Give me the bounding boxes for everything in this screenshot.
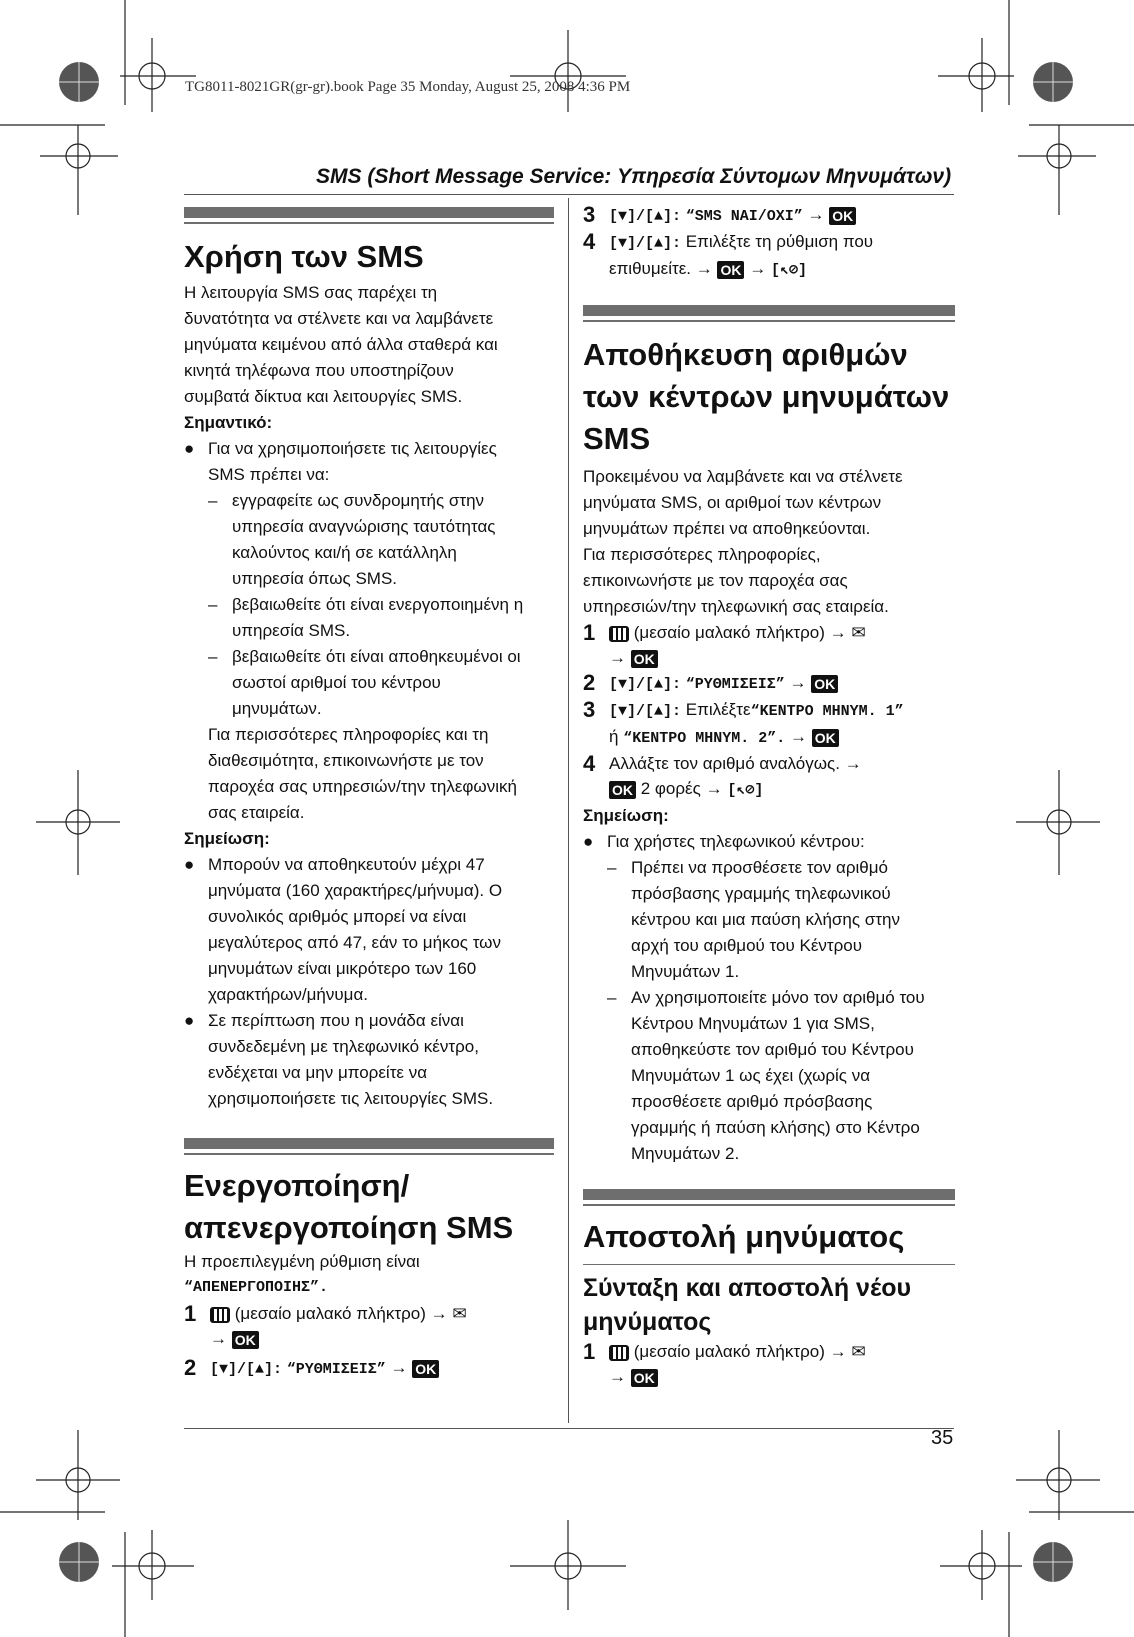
menu-key-icon (609, 1345, 629, 1361)
off-key-icon: [↖⊘] (727, 782, 764, 799)
text-line: αρχή του αριθμού του Κέντρου (631, 936, 863, 955)
right-column (583, 202, 955, 1389)
text-line: μεγαλύτερος από 47, εάν το μήκος των (208, 933, 501, 952)
step-text: (μεσαίο μαλακό πλήκτρο) (633, 623, 825, 642)
bullet-icon: ● (184, 1011, 195, 1030)
section-title: Ενεργοποίηση/ (184, 1168, 410, 1203)
ok-key-icon: OK (232, 1331, 259, 1349)
text-line: Η προεπιλεγμένη ρύθμιση είναι (184, 1252, 420, 1271)
book-header-line: TG8011-8021GR(gr-gr).book Page 35 Monday, August 25, 2008 4:36 PM (185, 79, 631, 95)
dash-mark: – (208, 491, 218, 510)
subsection-title: Σύνταξη και αποστολή νέου (583, 1274, 912, 1302)
text-line: συνολικός αριθμός μπορεί να είναι (208, 907, 467, 926)
text-line: Μηνυμάτων 1. (631, 962, 740, 981)
step-1 (583, 1339, 955, 1389)
step-number: 4 (583, 751, 596, 776)
step-2 (583, 670, 955, 697)
dash-item (184, 644, 554, 722)
text-line: συνδεδεμένη με τηλεφωνικό κέντρο, (208, 1037, 479, 1056)
step-3 (583, 202, 955, 229)
bullet-icon: ● (184, 855, 195, 874)
text-line: Για περισσότερες πληροφορίες και τη (208, 725, 489, 744)
envelope-icon: ✉ (851, 1342, 866, 1361)
menu-value: “ΚΕΝΤΡΟ ΜΗΝΥΜ. 2”. (623, 730, 786, 747)
menu-value: “ΡΥΘΜΙΣΕΙΣ” (286, 1361, 386, 1378)
header-rule (184, 194, 954, 195)
arrow-icon: → (807, 205, 825, 224)
text-line: προσθέσετε αριθμό πρόσβασης (631, 1092, 873, 1111)
step-number: 3 (583, 202, 596, 227)
menu-key-icon (210, 1307, 230, 1323)
arrow-icon: → (210, 1329, 227, 1348)
text-line: χρησιμοποιήσετε τις λειτουργίες SMS. (208, 1089, 494, 1108)
text-line: Για να χρησιμοποιήσετε τις λειτουργίες (208, 439, 497, 458)
text-line: μηνύματα SMS, οι αριθμοί των κέντρων (583, 493, 882, 512)
step-text: (μεσαίο μαλακό πλήκτρο) (633, 1342, 825, 1361)
ok-key-icon: OK (812, 729, 839, 747)
note-label: Σημείωση: (184, 829, 270, 848)
ok-key-icon: OK (829, 207, 856, 225)
text-line: επικοινωνήστε με τον παροχέα σας (583, 571, 848, 590)
step-text: Επιλέξτε τη ρύθμιση που (685, 232, 874, 251)
text-line: Για περισσότερες πληροφορίες, (583, 545, 821, 564)
arrow-icon: → (829, 1342, 847, 1361)
text-line: υπηρεσία όπως SMS. (232, 569, 398, 588)
text-line: εγγραφείτε ως συνδρομητής στην (232, 491, 485, 510)
step-number: 2 (184, 1355, 197, 1380)
text-line: μηνυμάτων είναι μικρότερο των 160 (208, 959, 477, 978)
default-value: “ΑΠΕΝΕΡΓΟΠΟΙΗΣ”. (184, 1279, 329, 1296)
nav-keys: [▼]/[▲]: (210, 1361, 283, 1378)
bullet-item (184, 1008, 554, 1112)
section-title: Αποθήκευση αριθμών (583, 337, 908, 372)
text-line: δυνατότητα να στέλνετε και να λαμβάνετε (184, 309, 494, 328)
ok-key-icon: OK (631, 650, 658, 668)
bullet-icon: ● (184, 439, 195, 458)
text-line: υπηρεσία αναγνώρισης ταυτότητας (232, 517, 496, 536)
arrow-icon: → (609, 648, 626, 667)
section-bar (583, 1189, 955, 1200)
step-number: 2 (583, 670, 596, 695)
text-line: Μπορούν να αποθηκευτούν μέχρι 47 (208, 855, 485, 874)
bullet-item (184, 852, 554, 1008)
text-line: καλούντος και/ή σε κατάλληλη (232, 543, 457, 562)
section-bar (184, 207, 554, 218)
text-line: Για χρήστες τηλεφωνικού κέντρου: (607, 832, 865, 851)
menu-key-icon (609, 626, 629, 642)
dash-mark: – (208, 647, 218, 666)
column-divider (568, 198, 569, 1423)
ok-key-icon: OK (717, 261, 744, 279)
text-line: Η λειτουργία SMS σας παρέχει τη (184, 283, 438, 302)
text-line: κινητά τηλέφωνα που υποστηρίζουν (184, 361, 454, 380)
subsection-rule (583, 1264, 955, 1265)
arrow-icon: → (749, 259, 767, 278)
bullet-item (184, 436, 554, 488)
step-number: 1 (583, 620, 596, 645)
step-number: 1 (583, 1339, 596, 1364)
arrow-icon: → (390, 1358, 408, 1377)
text-line: μηνυμάτων πρέπει να αποθηκεύονται. (583, 519, 871, 538)
text-line: μηνυμάτων. (232, 699, 322, 718)
subsection-title: μηνύματος (583, 1308, 712, 1336)
important-label: Σημαντικό: (184, 413, 273, 432)
step-text: ή (609, 727, 619, 746)
text-line: σωστοί αριθμοί του κέντρου (232, 673, 441, 692)
text-line: κέντρου και μια παύση κλήσης στην (631, 910, 900, 929)
text-line: μηνύματα κειμένου από άλλα σταθερά και (184, 335, 498, 354)
text-line: υπηρεσιών/την τηλεφωνική σας εταιρεία. (583, 597, 889, 616)
text-line: Μηνυμάτων 2. (631, 1144, 740, 1163)
dash-mark: – (607, 988, 617, 1007)
step-4 (583, 751, 955, 803)
dash-item (583, 985, 955, 1167)
dash-item (184, 592, 554, 644)
text-line: πρόσβασης γραμμής τηλεφωνικού (631, 884, 891, 903)
text-line: διαθεσιμότητα, επικοινωνήστε με τον (208, 751, 484, 770)
text-line: Προκειμένου να λαμβάνετε και να στέλνετε (583, 467, 903, 486)
step-1 (184, 1301, 554, 1351)
text-line: Σε περίπτωση που η μονάδα είναι (208, 1011, 464, 1030)
text-line: συμβατά δίκτυα και λειτουργίες SMS. (184, 387, 463, 406)
menu-value: “ΚΕΝΤΡΟ ΜΗΝΥΜ. 1” (750, 703, 904, 720)
text-line: SMS πρέπει να: (208, 465, 330, 484)
ok-key-icon: OK (631, 1369, 658, 1387)
envelope-icon: ✉ (452, 1304, 467, 1323)
page-number: 35 (931, 1427, 954, 1449)
arrow-icon: → (789, 727, 807, 746)
section-title: των κέντρων μηνυμάτων (583, 379, 950, 414)
arrow-icon: → (695, 259, 713, 278)
step-text: (μεσαίο μαλακό πλήκτρο) (234, 1304, 426, 1323)
bullet-icon: ● (583, 832, 594, 851)
text-line: Μηνυμάτων 1 ως έχει (χωρίς να (631, 1066, 871, 1085)
text-line: βεβαιωθείτε ότι είναι αποθηκευμένοι οι (232, 647, 521, 666)
text-line: Πρέπει να προσθέσετε τον αριθμό (631, 858, 888, 877)
step-1 (583, 620, 955, 670)
ok-key-icon: OK (811, 675, 838, 693)
section-title: SMS (583, 421, 651, 456)
dash-item (184, 488, 554, 592)
arrow-icon: → (829, 623, 847, 642)
arrow-icon: → (609, 1367, 626, 1386)
dash-mark: – (607, 858, 617, 877)
text-line: βεβαιωθείτε ότι είναι ενεργοποιημένη η (232, 595, 524, 614)
section-title: Χρήση των SMS (184, 239, 424, 274)
text-line: ενδέχεται να μην μπορείτε να (208, 1063, 428, 1082)
section-bar (184, 1138, 554, 1149)
text-line: σας εταιρεία. (208, 803, 305, 822)
step-number: 3 (583, 697, 596, 722)
section-title: Αποστολή μηνύματος (583, 1219, 905, 1254)
nav-keys: [▼]/[▲]: (609, 703, 682, 720)
envelope-icon: ✉ (851, 623, 866, 642)
dash-item (583, 855, 955, 985)
menu-value: “SMS ΝΑΙ/ΟΧΙ” (685, 208, 803, 225)
text-line: μηνύματα (160 χαρακτήρες/μήνυμα). Ο (208, 881, 503, 900)
step-text: 2 φορές (640, 779, 701, 798)
nav-keys: [▼]/[▲]: (609, 208, 682, 225)
menu-value: “ΡΥΘΜΙΣΕΙΣ” (685, 676, 785, 693)
off-key-icon: [↖⊘] (770, 262, 808, 279)
section-bar (583, 305, 955, 316)
note-label: Σημείωση: (583, 806, 669, 825)
nav-keys: [▼]/[▲]: (609, 235, 682, 252)
dash-mark: – (208, 595, 218, 614)
step-2 (184, 1355, 554, 1382)
arrow-icon: → (844, 754, 862, 773)
step-4 (583, 229, 955, 283)
step-number: 1 (184, 1301, 197, 1326)
section-title: απενεργοποίηση SMS (184, 1210, 514, 1245)
arrow-icon: → (705, 779, 723, 798)
footer-rule (184, 1428, 954, 1429)
arrow-icon: → (430, 1304, 448, 1323)
left-column (184, 207, 554, 1382)
step-text: επιθυμείτε. (609, 259, 692, 278)
ok-key-icon: OK (609, 781, 636, 799)
text-line: υπηρεσία SMS. (232, 621, 351, 640)
text-line: αποθηκεύστε τον αριθμό του Κέντρου (631, 1040, 914, 1059)
bullet-item (583, 829, 955, 855)
text-line: χαρακτήρων/μήνυμα. (208, 985, 369, 1004)
step-number: 4 (583, 229, 596, 254)
registration-target-icon (120, 38, 196, 112)
step-text: Επιλέξτε (685, 700, 751, 719)
running-title: SMS (Short Message Service: Υπηρεσία Σύντομων Μηνυμάτων) (316, 165, 952, 188)
text-line: παροχέα σας υπηρεσιών/την τηλεφωνική (208, 777, 517, 796)
nav-keys: [▼]/[▲]: (609, 676, 682, 693)
arrow-icon: → (789, 673, 807, 692)
step-text: Αλλάξτε τον αριθμό αναλόγως. (609, 754, 840, 773)
text-line: γραμμής ή παύση κλήσης) στο Κέντρο (631, 1118, 920, 1137)
text-line: Αν χρησιμοποιείτε μόνο τον αριθμό του (631, 988, 925, 1007)
step-3 (583, 697, 955, 751)
ok-key-icon: OK (412, 1360, 439, 1378)
text-line: Κέντρου Μηνυμάτων 1 για SMS, (631, 1014, 875, 1033)
